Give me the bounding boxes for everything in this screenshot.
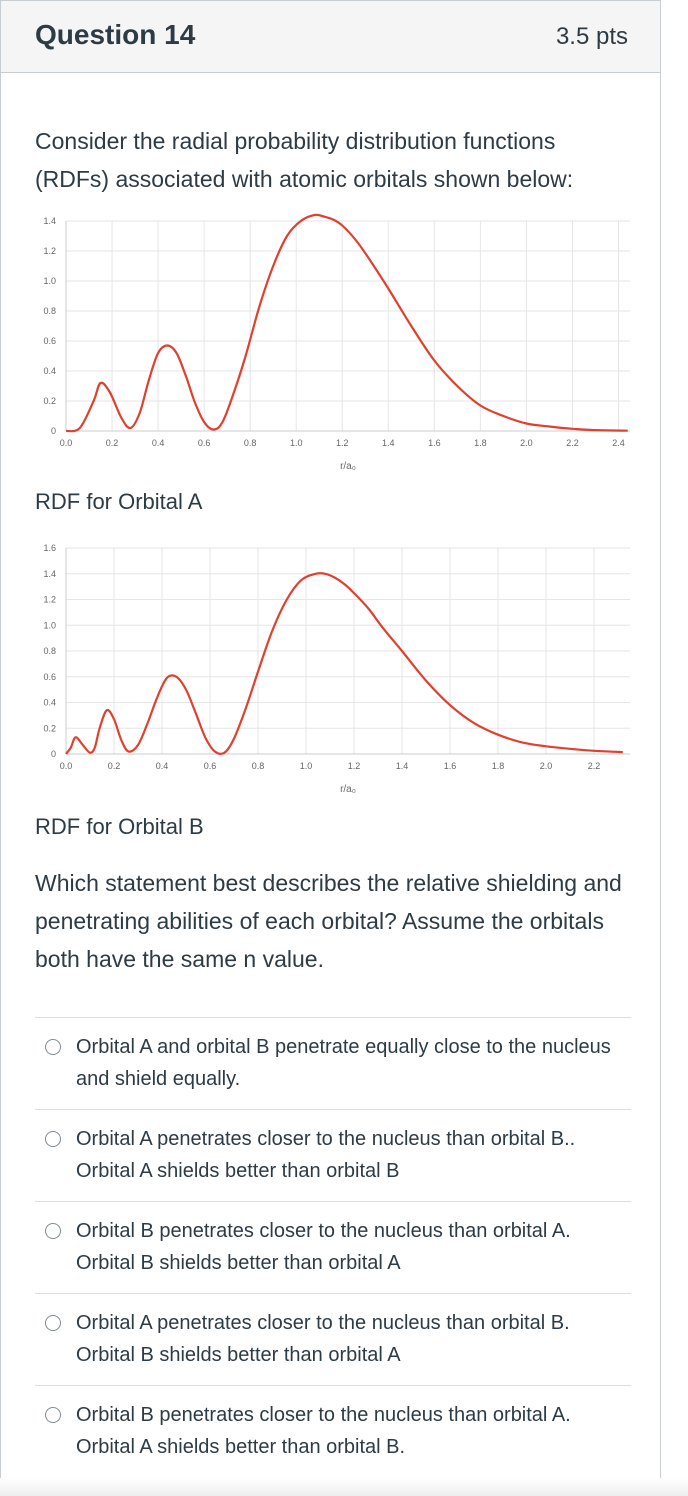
answer-option-3[interactable]: [35, 1201, 631, 1293]
x-tick-label: 1.6: [428, 438, 441, 448]
y-tick-label: 0.2: [43, 723, 56, 734]
y-tick-label: 1.6: [43, 543, 56, 553]
answer-label[interactable]: Orbital A and orbital B penetrate equally close to the nucleus and shield equally.: [76, 1036, 611, 1090]
question-text: Which statement best describes the relative shielding and penetrating abilities of each orbital? Assume the orbitals both have the same n value.: [35, 870, 622, 972]
x-tick-label: 0.2: [107, 761, 121, 771]
answer-option-1[interactable]: [35, 1017, 631, 1109]
x-axis-title: r/a₀: [340, 461, 356, 472]
x-tick-label: 0.4: [155, 761, 169, 771]
y-tick-label: 1.2: [43, 246, 56, 256]
rdf-curve: [66, 573, 623, 754]
y-tick-label: 0.6: [43, 336, 56, 346]
answer-option-2[interactable]: [35, 1109, 631, 1201]
answer-list: [35, 1017, 631, 1477]
rdf-chart-orbital-b: [1, 536, 662, 808]
question-title: Question 14: [35, 19, 196, 50]
caption-orbital-a: RDF for Orbital A: [35, 489, 203, 514]
question-prompt: Consider the radial probability distribution functions (RDFs) associated with atomic orbitals shown below:: [35, 128, 574, 192]
x-tick-label: 0.0: [59, 438, 73, 448]
y-tick-label: 1.0: [43, 276, 56, 286]
y-tick-label: 0.8: [43, 306, 56, 316]
x-tick-label: 2.4: [612, 438, 625, 448]
x-tick-label: 1.8: [474, 438, 487, 448]
x-tick-label: 1.2: [347, 761, 361, 771]
x-tick-label: 0.6: [197, 438, 211, 448]
y-tick-label: 0.4: [43, 366, 56, 376]
x-tick-label: 1.0: [299, 761, 313, 771]
radio-button[interactable]: [45, 1223, 61, 1239]
answer-label[interactable]: Orbital B penetrates closer to the nucleus than orbital A. Orbital A shields better than orbital B.: [76, 1404, 571, 1458]
radio-button[interactable]: [45, 1315, 61, 1331]
answer-option-4[interactable]: [35, 1293, 631, 1385]
x-tick-label: 0.0: [59, 761, 73, 771]
x-tick-label: 2.2: [566, 438, 579, 448]
question-points: 3.5 pts: [555, 23, 628, 50]
x-axis-title: r/a₀: [340, 784, 356, 795]
answer-label[interactable]: Orbital A penetrates closer to the nucleus than orbital B.. Orbital A shields better than orbital B: [76, 1128, 576, 1182]
x-tick-label: 1.6: [443, 761, 457, 771]
y-tick-label: 0.8: [43, 646, 56, 656]
x-tick-label: 1.4: [395, 761, 409, 771]
answer-label[interactable]: Orbital B penetrates closer to the nucleus than orbital A. Orbital B shields better than orbital A: [76, 1220, 571, 1274]
radio-button[interactable]: [45, 1131, 61, 1147]
y-tick-label: 1.4: [43, 568, 56, 579]
rdf-curve: [66, 215, 628, 431]
y-tick-label: 1.4: [43, 216, 56, 226]
y-tick-label: 1.0: [43, 620, 56, 631]
x-tick-label: 1.0: [289, 438, 303, 448]
x-tick-label: 2.2: [587, 761, 601, 771]
y-tick-label: 0: [50, 749, 56, 759]
y-tick-label: 1.2: [43, 594, 56, 605]
bottom-shadow: [0, 1478, 688, 1496]
x-tick-label: 1.8: [491, 761, 505, 771]
x-tick-label: 0.6: [203, 761, 217, 771]
answer-label[interactable]: Orbital A penetrates closer to the nucleus than orbital B. Orbital B shields better than orbital A: [76, 1312, 570, 1366]
caption-orbital-b: RDF for Orbital B: [35, 814, 204, 839]
y-tick-label: 0: [50, 426, 56, 436]
x-tick-label: 1.2: [335, 438, 349, 448]
x-tick-label: 1.4: [382, 438, 395, 448]
y-tick-label: 0.2: [43, 396, 56, 406]
answer-option-5[interactable]: [35, 1385, 631, 1477]
x-tick-label: 0.8: [243, 438, 257, 448]
y-tick-label: 0.4: [43, 697, 56, 708]
y-tick-label: 0.6: [43, 671, 56, 682]
x-tick-label: 2.0: [539, 761, 553, 771]
x-tick-label: 0.2: [105, 438, 119, 448]
question-header: [1, 1, 660, 73]
radio-button[interactable]: [45, 1039, 61, 1055]
x-tick-label: 0.8: [251, 761, 265, 771]
x-tick-label: 0.4: [151, 438, 165, 448]
radio-button[interactable]: [45, 1407, 61, 1423]
x-tick-label: 2.0: [520, 438, 533, 448]
rdf-chart-orbital-a: [1, 211, 662, 483]
